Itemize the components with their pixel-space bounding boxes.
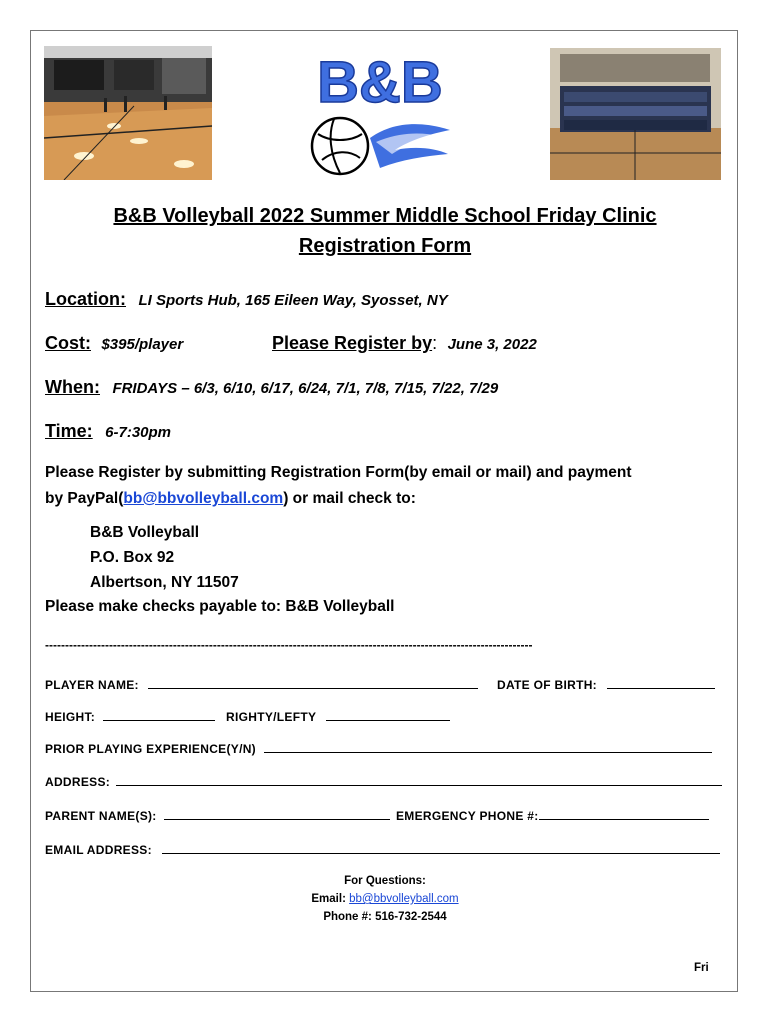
player-name-input[interactable] (148, 677, 478, 689)
dob-field (497, 677, 715, 692)
bb-logo (300, 50, 460, 178)
parent-name-input[interactable] (164, 808, 390, 820)
paypal-email-link[interactable]: bb@bbvolleyball.com (123, 490, 284, 507)
righty-lefty-label: RIGHTY/LEFTY (226, 710, 317, 724)
when-row (45, 377, 498, 398)
height-label: HEIGHT: (45, 710, 96, 724)
emergency-phone-input[interactable] (539, 808, 709, 820)
contact-email-label: Email: (311, 893, 346, 905)
contact-heading: For Questions: (344, 875, 426, 887)
contact-email-line (0, 890, 770, 908)
time-row (45, 421, 171, 442)
address-line-3: Albertson, NY 11507 (90, 574, 239, 591)
page-title-line1: B&B Volleyball 2022 Summer Middle School Friday Clinic (113, 205, 657, 227)
email-input[interactable] (162, 842, 720, 854)
righty-lefty-input[interactable] (326, 709, 450, 721)
time-label: Time: (45, 421, 93, 441)
when-label: When: (45, 377, 100, 397)
instructions-line2-prefix: by PayPal( (45, 490, 124, 507)
payable-note: Please make checks payable to: B&B Volleyball (45, 598, 395, 615)
player-name-field (45, 677, 478, 692)
cost-value: $395/player (101, 336, 184, 353)
address-field (45, 774, 722, 789)
prior-experience-field (45, 741, 712, 756)
height-field (45, 709, 215, 724)
address-line-2: P.O. Box 92 (90, 549, 175, 566)
player-name-label: PLAYER NAME: (45, 678, 139, 692)
time-value: 6-7:30pm (105, 424, 171, 441)
instructions-line1: Please Register by submitting Registration Form(by email or mail) and payment (45, 464, 632, 481)
parent-name-label: PARENT NAME(S): (45, 809, 157, 823)
contact-email-link[interactable]: bb@bbvolleyball.com (349, 893, 459, 905)
dob-input[interactable] (607, 677, 715, 689)
cost-row (45, 333, 183, 354)
cost-label: Cost: (45, 333, 91, 353)
address-input[interactable] (116, 774, 722, 786)
mail-address (90, 520, 239, 595)
address-line-1: B&B Volleyball (90, 524, 200, 541)
parent-name-field (45, 808, 390, 823)
cut-separator: -------------------------------------------------------------------------------------------------------------------------- (45, 638, 533, 652)
register-by-label: Please Register by (272, 333, 433, 353)
team-photo-right (550, 48, 721, 180)
when-value: FRIDAYS – 6/3, 6/10, 6/17, 6/24, 7/1, 7/8, 7/15, 7/22, 7/29 (112, 380, 499, 397)
gym-photo-left (44, 46, 212, 180)
address-label: ADDRESS: (45, 775, 111, 789)
instructions-line2-suffix: ) or mail check to: (283, 490, 416, 507)
email-field (45, 842, 720, 857)
footer-text: Fri (694, 962, 709, 974)
instructions-line2 (45, 486, 416, 512)
prior-experience-input[interactable] (264, 741, 712, 753)
location-value: LI Sports Hub, 165 Eileen Way, Syosset, NY (138, 292, 448, 309)
contact-phone: Phone #: 516-732-2544 (323, 911, 447, 923)
logo-text: B&B (317, 50, 443, 115)
righty-lefty-field (226, 709, 450, 724)
emergency-phone-field (396, 808, 709, 823)
emergency-phone-label: EMERGENCY PHONE #: (396, 809, 539, 823)
page-title-line2: Registration Form (298, 235, 472, 257)
register-by-value: June 3, 2022 (447, 336, 537, 353)
register-by-row: Please Register by: June 3, 2022 (272, 333, 537, 353)
location-row (45, 289, 448, 310)
email-label: EMAIL ADDRESS: (45, 843, 152, 857)
height-input[interactable] (103, 709, 215, 721)
location-label: Location: (45, 289, 126, 309)
prior-experience-label: PRIOR PLAYING EXPERIENCE(Y/N) (45, 742, 256, 756)
dob-label: DATE OF BIRTH: (497, 678, 597, 692)
